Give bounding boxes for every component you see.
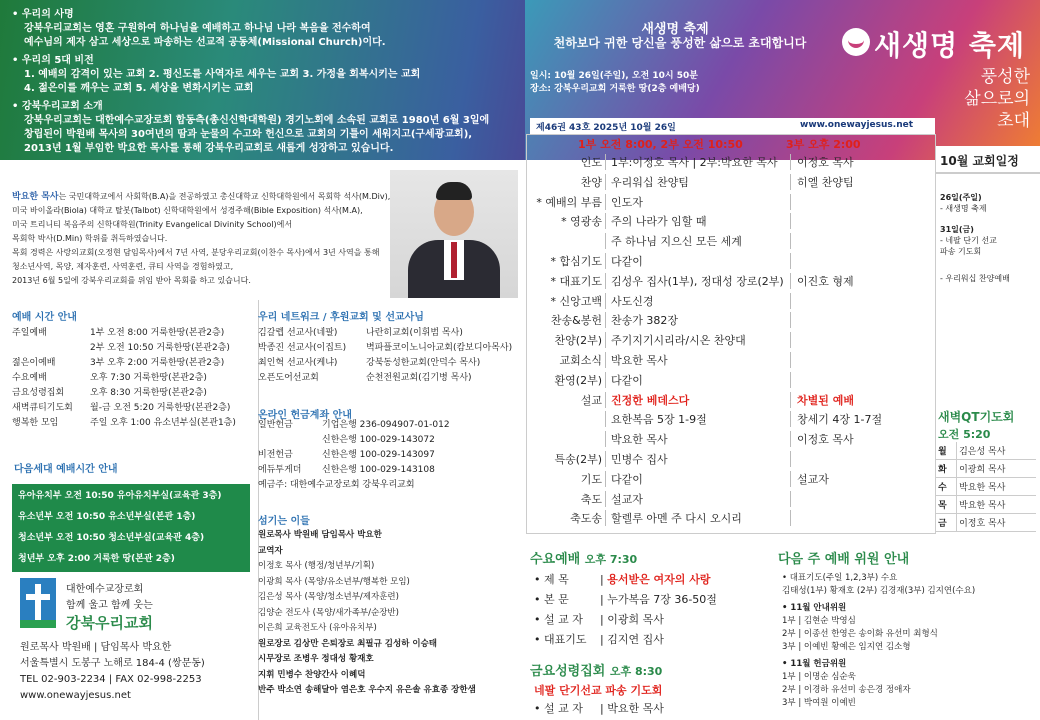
wed-row: • 제 목 | 용서받은 여자의 사랑: [534, 573, 711, 586]
pastor-photo: [390, 170, 518, 298]
staff-list: 원로목사 박원배 담임목사 박요한 교역자 이정호 목사 (행정/청년부/기획) 이광희 목사 (목양/유소년부/행복한 모임) 김은성 목사 (목양/청소년부/제자훈련) 김양순 전도사 (목양/새가족부/순장반) 이은희 교육전도사 (유아유치부) 원로장로 김상만 은퇴장로 최필규 김성하 이승태 시무장로 조병우 정대성 황재호 지휘 민병수 찬양간사 이혜덕 반주 박소연 송해달아 염은호 우수지 유은솔 유효종 장한샘: [258, 530, 476, 695]
order-divider: [790, 471, 791, 487]
order-divider: [790, 154, 791, 170]
fri-sub: 네팔 단기선교 파송 기도회: [534, 684, 663, 697]
staff-title: 섬기는 이들: [258, 516, 310, 527]
qt-table: [936, 442, 1036, 532]
order-divider: [605, 392, 606, 408]
next-week-title: 다음 주 예배 위원 안내: [778, 552, 910, 567]
vision-line-1: 1. 예배의 감격이 있는 교회 2. 평신도를 사역자로 세우는 교회 3. 가정을 회복시키는 교회: [24, 69, 421, 80]
order-divider: [790, 253, 791, 269]
next-gen-row: 청소년부 오전 10:50 청소년부실(교육관 4층): [18, 533, 205, 543]
order-content: 주 하나님 지으신 모든 세계: [611, 235, 742, 249]
order-row: [534, 172, 934, 192]
festival-title: 새생명 축제: [641, 22, 709, 37]
order-header-left: 1부 오전 8:00, 2부 오전 10:50: [578, 138, 743, 151]
intro-title: • 강북우리교회 소개: [12, 101, 103, 112]
order-row: [534, 211, 934, 231]
order-row: [534, 310, 934, 330]
order-divider: [605, 372, 606, 388]
order-divider: [605, 491, 606, 507]
vision-line-2: 4. 젊은이를 깨우는 교회 5. 세상을 변화시키는 교회: [24, 83, 254, 94]
church-name: 강북우리교회: [66, 614, 153, 632]
next-gen-row: 청년부 오후 2:00 거룩한 땅(본관 2층): [18, 554, 175, 564]
network-row: 최인혁 선교사(케냐) 강북동성한교회(안덕수 목사): [258, 358, 481, 368]
order-divider: [605, 233, 606, 249]
order-divider: [790, 491, 791, 507]
pastor-name: 박요한 목사: [12, 192, 59, 202]
intro-line-1: 강북우리교회는 대한예수교장로회 합동측(총신신학대학원) 경기노회에 소속된 교회로 1980년 6월 3일에: [24, 115, 490, 126]
festival-date: 일시: 10월 26일(주일), 오전 10시 50분: [530, 71, 698, 81]
order-divider: [605, 471, 606, 487]
intro-line-3: 2013년 1월 부임한 박요한 목사를 통해 강북우리교회로 새롭게 성장하고 있습니다.: [24, 143, 394, 154]
offering-row: 비전헌금 신한은행 100-029-143097: [258, 450, 435, 460]
pastor-profile: 박요한 목사는 국민대학교에서 사회학(B.A)을 전공하였고 총신대학교 신학대학원에서 목회학 석사(M.Div), 미국 바이올라(Biola) 대학교 탈봇(Talbot) 신학대학원에서 성경주해(Bible Exposition) 석사(M.A), 미국 트리니티 복음주의 신학대학원(Trinity Evangelical Divinity School)에서 목회학 박사(D.Min) 학위를 취득하였습니다. 목회 경력은 사랑의교회(오정현 담임목사)에서 7년 사역, 분당우리교회(이찬수 목사)에서 3년 사역을 통해 청소년사역, 목양, 제자훈련, 사역훈련, 큐티 사역을 경험하였고, 2013년 6월 5일에 강북우리교회를 위임 받아 목회를 하고 있습니다.: [12, 192, 391, 285]
offering-list: [258, 418, 520, 493]
order-third-service: 창세기 4장 1-7절: [797, 413, 883, 427]
church-logo-icon: [20, 578, 56, 628]
order-content: 다같이: [611, 373, 643, 387]
network-row: 오픈도어선교회 순천전원교회(김기병 목사): [258, 373, 472, 383]
order-label: 설교: [580, 393, 602, 407]
order-header-right: 3부 오후 2:00: [786, 138, 861, 151]
order-divider: [790, 332, 791, 348]
order-row: [534, 508, 934, 528]
mission-title: • 우리의 사명: [12, 9, 74, 20]
order-divider: [605, 253, 606, 269]
order-divider: [790, 312, 791, 328]
vision-title: • 우리의 5대 비전: [12, 55, 94, 66]
order-content: 우리워십 찬양팀: [611, 175, 689, 189]
order-divider: [790, 510, 791, 526]
order-third-service: 차별된 예배: [797, 393, 854, 407]
qt-row: 금 이정호 목사: [936, 514, 1036, 532]
order-label: 인도: [580, 156, 602, 169]
site-link[interactable]: www.onewayjesus.net: [800, 120, 914, 130]
order-label: 찬양(2부): [554, 334, 602, 348]
order-label: * 영광송: [561, 215, 602, 229]
offering-holder: 예금주: 대한예수교장로회 강북우리교회: [258, 480, 415, 490]
october-events: 26일(주일) - 새생명 축제 31일(금) - 네팔 단기 선교 파송 기도회 - 우리워십 찬양예배: [940, 193, 1010, 283]
order-divider: [790, 352, 791, 368]
order-divider: [605, 332, 606, 348]
festival-place: 장소: 강북우리교회 거룩한 땅(2층 예배당): [530, 84, 700, 94]
order-divider: [790, 431, 791, 447]
intro-line-2: 창립된이 박원배 목사의 30여년의 땀과 눈물의 수고와 헌신으로 교회의 기틀이 세워지고(구세광교회),: [24, 129, 473, 140]
wed-row: • 설 교 자 | 이광희 목사: [534, 613, 664, 626]
order-content: 주의 나라가 임할 때: [611, 215, 707, 229]
worship-times: [12, 308, 252, 431]
wed-title: 수요예배 오후 7:30: [530, 552, 638, 567]
order-label: 찬양: [580, 175, 602, 189]
worship-row: 젊은이예배 3부 오후 2:00 거룩한땅(본관2층): [12, 358, 225, 368]
network-row: 김갈렙 선교사(네팔) 나란히교회(이휘범 목사): [258, 328, 463, 338]
church-denom: 대한예수교장로회: [66, 584, 144, 595]
order-content: 사도신경: [611, 294, 654, 308]
order-row: [534, 271, 934, 291]
order-third-service: 히엘 찬양팀: [797, 175, 854, 189]
order-row: [534, 350, 934, 370]
order-label: * 신앙고백: [550, 294, 602, 308]
festival-logo-sub: 풍성한 삶으로의 초대: [964, 67, 1030, 131]
church-website-link[interactable]: www.onewayjesus.net: [20, 690, 131, 701]
order-label: * 대표기도: [550, 274, 602, 288]
order-content: 다같이: [611, 472, 643, 486]
worship-times-title: 예배 시간 안내: [12, 312, 77, 323]
order-divider: [790, 194, 791, 210]
order-row: [534, 152, 934, 172]
order-content: 인도자: [611, 195, 643, 209]
order-third-service: 설교자: [797, 472, 829, 486]
order-divider: [790, 372, 791, 388]
order-row: [534, 291, 934, 311]
order-label: 축도: [580, 492, 602, 506]
october-header: 10월 교회일정: [936, 146, 1040, 174]
network-list: [258, 326, 520, 386]
order-divider: [790, 273, 791, 289]
next-week-list: • 대표기도(주일 1,2,3부) 수요 김태성(1부) 황재호 (2부) 김경재(3부) 김지연(수요) • 11월 안내위원 1부 | 김현순 박영심 2부 | 이종선 한영은 송이화 유선미 최형식 3부 | 이예빈 황예은 임지연 김소형 • 11월 헌금위원 1부 | 이명순 심순욱 2부 | 이경하 유선미 송은경 정애자 3부 | 박여원 이예빈: [782, 573, 976, 708]
order-divider: [605, 431, 606, 447]
order-label: * 합심기도: [550, 255, 602, 268]
worship-row: 2부 오전 10:50 거룩한땅(본관2층): [90, 343, 230, 353]
festival-logo-text: 새생명 축제: [874, 29, 1025, 62]
order-divider: [605, 194, 606, 210]
order-row: [534, 409, 934, 429]
order-divider: [790, 451, 791, 467]
order-third-service: 이정호 목사: [797, 156, 854, 169]
offering-row: 에듀투게더 신한은행 100-029-143108: [258, 465, 435, 475]
order-divider: [790, 213, 791, 229]
next-gen-title: 다음세대 예배시간 안내: [14, 464, 118, 475]
order-divider: [605, 352, 606, 368]
order-content: 박요한 목사: [611, 354, 668, 367]
order-row: [534, 429, 934, 449]
order-divider: [605, 411, 606, 427]
order-content: 요한복음 5장 1-9절: [611, 413, 707, 427]
order-rows: [534, 152, 934, 532]
order-content: 진정한 베데스다: [611, 393, 690, 407]
wed-row: • 본 문 | 누가복음 7장 36-50절: [534, 593, 717, 606]
smile-logo-icon: [842, 28, 870, 56]
order-divider: [605, 154, 606, 170]
order-label: 찬송&봉헌: [550, 314, 602, 328]
order-row: [534, 330, 934, 350]
order-divider: [790, 233, 791, 249]
order-content: 김성우 집사(1부), 정대성 장로(2부): [611, 274, 784, 288]
next-gen-row: 유아유치부 오전 10:50 유아유치부실(교육관 3층): [18, 491, 222, 501]
network-row: 박종진 선교사(이집트) 벽파플코이노니아교회(캄보디아목사): [258, 343, 513, 353]
order-label: 환영(2부): [554, 373, 602, 387]
order-label: 교회소식: [559, 354, 602, 367]
order-divider: [790, 392, 791, 408]
order-divider: [605, 293, 606, 309]
order-row: [534, 370, 934, 390]
network-title: 우리 네트워크 / 후원교회 및 선교사님: [258, 312, 424, 323]
order-divider: [790, 174, 791, 190]
qt-time: 오전 5:20: [938, 428, 991, 441]
order-content: 설교자: [611, 492, 643, 506]
order-divider: [605, 273, 606, 289]
mission-line-1: 강북우리교회는 영혼 구원하여 하나님을 예배하고 하나님 나라 복음을 전수하여: [24, 23, 371, 34]
offering-title: 온라인 헌금계좌 안내: [258, 410, 352, 421]
order-row: [534, 449, 934, 469]
order-divider: [605, 174, 606, 190]
church-motto: 함께 울고 함께 웃는: [66, 600, 153, 611]
qt-row: 월 김은성 목사: [936, 442, 1036, 460]
worship-row: 금요성령집회 오후 8:30 거룩한땅(본관2층): [12, 388, 207, 398]
order-row: [534, 489, 934, 509]
order-content: 민병수 집사: [611, 453, 668, 466]
order-divider: [605, 510, 606, 526]
order-divider: [605, 213, 606, 229]
order-divider: [790, 411, 791, 427]
offering-row: 신한은행 100-029-143072: [322, 435, 435, 445]
fri-row: • 설 교 자 | 박요한 목사: [534, 702, 664, 715]
order-third-service: 이정호 목사: [797, 433, 854, 447]
qt-title: 새벽QT기도회: [938, 410, 1015, 424]
order-label: 특송(2부): [554, 453, 602, 466]
order-third-service: 이진호 형제: [797, 274, 854, 288]
order-row: [534, 251, 934, 271]
order-content: 할렐루 아멘 주 다시 오시리: [611, 512, 742, 526]
qt-row: 목 박요한 목사: [936, 496, 1036, 514]
order-label: 기도: [580, 472, 602, 486]
order-divider: [605, 312, 606, 328]
order-content: 박요한 목사: [611, 433, 668, 447]
offering-row: 일반헌금 기업은행 236-094907-01-012: [258, 420, 450, 430]
order-content: 다같이: [611, 255, 643, 268]
next-gen-row: 유소년부 오전 10:50 유소년부실(본관 1층): [18, 512, 196, 522]
wed-list: [534, 570, 717, 650]
order-divider: [790, 293, 791, 309]
order-row: [534, 192, 934, 212]
fri-title: 금요성령집회 오후 8:30: [530, 664, 663, 679]
order-row: [534, 231, 934, 251]
mission-line-2: 예수님의 제자 삼고 세상으로 파송하는 선교적 공동체(Missional Church)이다.: [24, 37, 386, 48]
order-content: 찬송가 382장: [611, 314, 678, 328]
wed-row: • 대표기도 | 김지연 집사: [534, 633, 664, 646]
worship-row: 수요예배 오후 7:30 거룩한땅(본관2층): [12, 373, 207, 383]
worship-row: 행복한 모임 주일 오후 1:00 유소년부실(본관1층): [12, 418, 236, 428]
order-label: * 예배의 부름: [536, 195, 602, 209]
church-contact: 원로목사 박원배 | 담임목사 박요한 서울특별시 도봉구 노해로 184-4 (쌍문동) TEL 02-903-2234 | FAX 02-998-2253 www.onewayjesus.net: [20, 640, 205, 704]
order-row: [534, 469, 934, 489]
worship-row: 주일예배 1부 오전 8:00 거룩한땅(본관2층): [12, 328, 225, 338]
order-label: 축도송: [570, 512, 602, 526]
issue-label: 제46권 43호 2025년 10월 26일: [536, 123, 676, 133]
qt-row: 화 이광희 목사: [936, 460, 1036, 478]
next-gen-box: [12, 484, 250, 572]
church-intro: [12, 8, 517, 156]
qt-row: 수 박요한 목사: [936, 478, 1036, 496]
order-content: 1부:이정호 목사 | 2부:박요한 목사: [611, 156, 778, 169]
order-divider: [605, 451, 606, 467]
order-row: [534, 390, 934, 410]
order-content: 주기지기시리라/시온 찬양대: [611, 334, 746, 348]
worship-row: 새벽큐티기도회 월-금 오전 5:20 거룩한땅(본관2층): [12, 403, 231, 413]
festival-subtitle: 천하보다 귀한 당신을 풍성한 삶으로 초대합니다: [553, 36, 807, 50]
